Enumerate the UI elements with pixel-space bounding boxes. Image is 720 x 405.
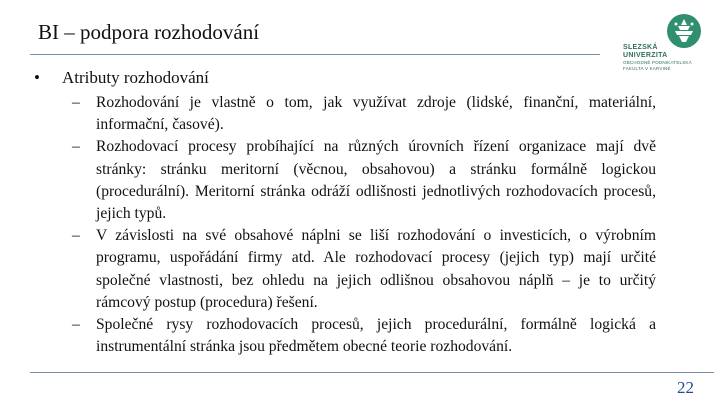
sub-bullet-text: Společné rysy rozhodovacích procesů, jejich procedurální, formálně logická a instrumentální stránka jsou předmětem obecné teorie rozhodování.	[96, 316, 656, 356]
sub-bullet-text: Rozhodování je vlastně o tom, jak využívat zdroje (lidské, finanční, materiální, informační, časové).	[96, 94, 656, 134]
university-emblem-icon	[667, 14, 701, 48]
logo-line-1: SLEZSKÁ	[623, 44, 658, 51]
sub-bullet-text: V závislosti na své obsahové náplni se liší rozhodování o investicích, o výrobním programu, uspořádání firmy atd. Ale rozhodovací procesy (jejich typ) mají určité společné vlastnosti, bez ohledu na jejich odlišnou obsahovou náplň – je to určitý rámcový postup (procedura) řešení.	[96, 227, 656, 311]
footer-divider	[30, 372, 714, 373]
logo-line-2: UNIVERZITA	[623, 52, 668, 59]
sub-bullet-item	[72, 92, 656, 136]
sub-bullet-item	[72, 314, 656, 358]
dash-marker: –	[72, 94, 80, 111]
dash-marker: –	[72, 138, 80, 156]
sub-bullet-list	[72, 92, 656, 358]
bullet-marker: •	[34, 68, 40, 87]
sub-bullet-text: Rozhodovací procesy probíhající na různých úrovních řízení organizace mají dvě stránky: stránku meritorní (věcnou, obsahovou) a stránku formálně logickou (procedurální). Meritorní stránka odráží odlišnosti jednotlivých rozhodovacích procesů, jejich typů.	[96, 138, 656, 223]
dash-marker: –	[72, 227, 80, 245]
slide-title: BI – podpora rozhodování	[38, 20, 260, 44]
dash-marker: –	[72, 316, 80, 334]
sub-bullet-item	[72, 225, 656, 314]
logo-line-3: OBCHODNĚ PODNIKATELSKÁ	[623, 60, 692, 65]
title-divider	[30, 54, 600, 55]
main-bullet-text: Atributy rozhodování	[62, 68, 209, 87]
main-bullet	[34, 68, 209, 88]
logo-line-4: FAKULTA V KARVINÉ	[623, 65, 671, 71]
sub-bullet-item	[72, 136, 656, 225]
page-number: 22	[677, 378, 694, 397]
university-logo	[623, 14, 709, 84]
university-name	[623, 44, 709, 71]
